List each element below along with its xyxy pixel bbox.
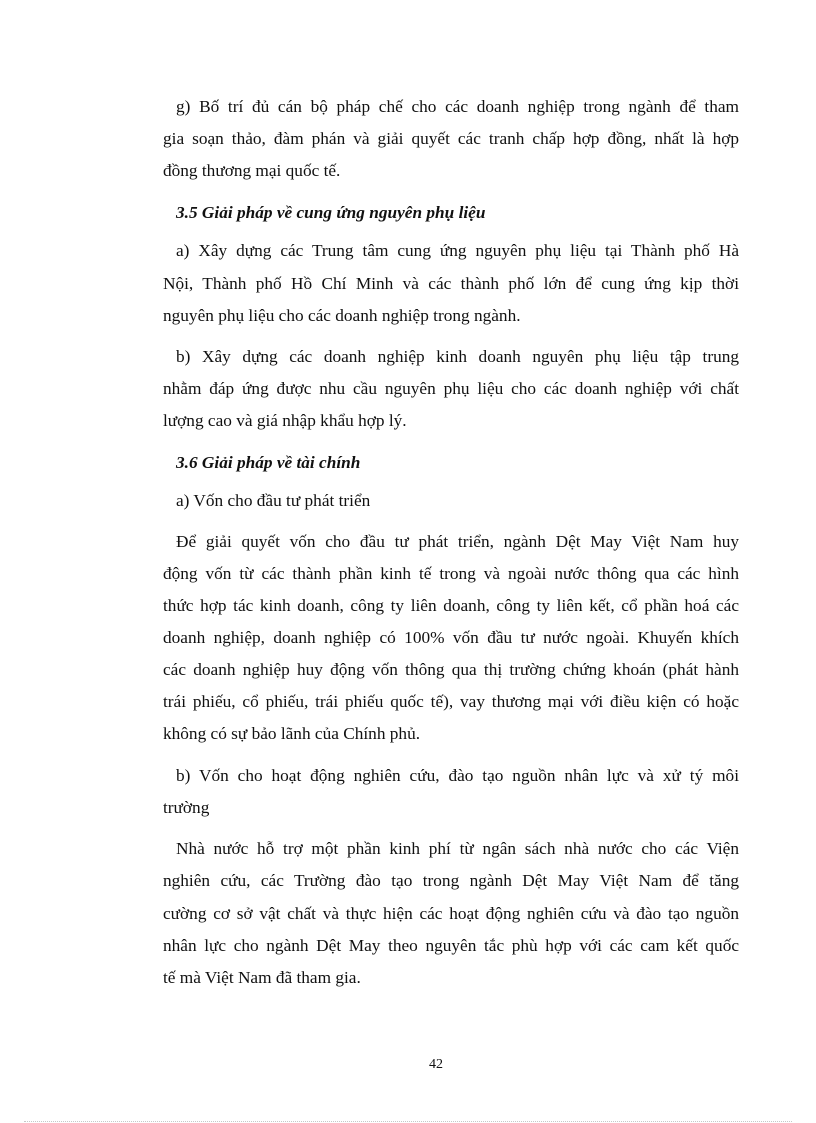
paragraph-investment-line-7: không có sự bảo lãnh của Chính phủ. (163, 724, 421, 743)
paragraph-state-line-4: nhân lực cho ngành Dệt May theo nguyên tắc phù hợp với các cam kết quốc (163, 936, 739, 955)
paragraph-b-35-line-1: b) Xây dựng các doanh nghiệp kinh doanh nguyên phụ liệu tập trung (176, 347, 739, 366)
paragraph-state-line-3: cường cơ sở vật chất và thực hiện các hoạt động nghiên cứu và đào tạo nguồn (163, 904, 739, 923)
paragraph-a-36: a) Vốn cho đầu tư phát triển (176, 491, 371, 510)
paragraph-a-35-line-3: nguyên phụ liệu cho các doanh nghiệp trong ngành. (163, 306, 521, 325)
paragraph-investment-line-4: doanh nghiệp, doanh nghiệp có 100% vốn đầu tư nước ngoài. Khuyến khích (163, 628, 739, 647)
page-bottom-rule (24, 1121, 792, 1122)
paragraph-investment-line-6: trái phiếu, cổ phiếu, trái phiếu quốc tế), vay thương mại với điều kiện có hoặc (163, 692, 739, 711)
section-heading-3-6: 3.6 Giải pháp về tài chính (176, 453, 361, 472)
paragraph-a-35-line-1: a) Xây dựng các Trung tâm cung ứng nguyên phụ liệu tại Thành phố Hà (176, 241, 739, 260)
paragraph-b-36-line-2: trường (163, 798, 210, 817)
page-number: 42 (429, 1057, 443, 1072)
paragraph-state-line-1: Nhà nước hỗ trợ một phần kinh phí từ ngân sách nhà nước cho các Viện (176, 839, 739, 858)
paragraph-a-35-line-2: Nội, Thành phố Hồ Chí Minh và các thành phố lớn để cung ứng kịp thời (163, 274, 739, 293)
paragraph-investment-line-5: các doanh nghiệp huy động vốn thông qua thị trường chứng khoán (phát hành (163, 660, 739, 679)
paragraph-state-line-2: nghiên cứu, các Trường đào tạo trong ngành Dệt May Việt Nam để tăng (163, 871, 739, 890)
paragraph-g-line-3: đồng thương mại quốc tế. (163, 161, 341, 180)
paragraph-investment-line-1: Để giải quyết vốn cho đầu tư phát triển, ngành Dệt May Việt Nam huy (176, 532, 739, 551)
paragraph-b-35-line-3: lượng cao và giá nhập khẩu hợp lý. (163, 411, 407, 430)
paragraph-g-line-2: gia soạn thảo, đàm phán và giải quyết các tranh chấp hợp đồng, nhất là hợp (163, 129, 739, 148)
paragraph-investment-line-3: thức hợp tác kinh doanh, công ty liên doanh, công ty liên kết, cổ phần hoá các (163, 596, 739, 615)
paragraph-g-line-1: g) Bố trí đủ cán bộ pháp chế cho các doanh nghiệp trong ngành để tham (176, 97, 739, 116)
paragraph-state-line-5: tế mà Việt Nam đã tham gia. (163, 968, 361, 987)
paragraph-b-36-line-1: b) Vốn cho hoạt động nghiên cứu, đào tạo nguồn nhân lực và xử tý môi (176, 766, 739, 785)
section-heading-3-5: 3.5 Giải pháp về cung ứng nguyên phụ liệu (176, 203, 486, 222)
paragraph-investment-line-2: động vốn từ các thành phần kinh tế trong và ngoài nước thông qua các hình (163, 564, 739, 583)
paragraph-b-35-line-2: nhằm đáp ứng được nhu cầu nguyên phụ liệu cho các doanh nghiệp với chất (163, 379, 739, 398)
